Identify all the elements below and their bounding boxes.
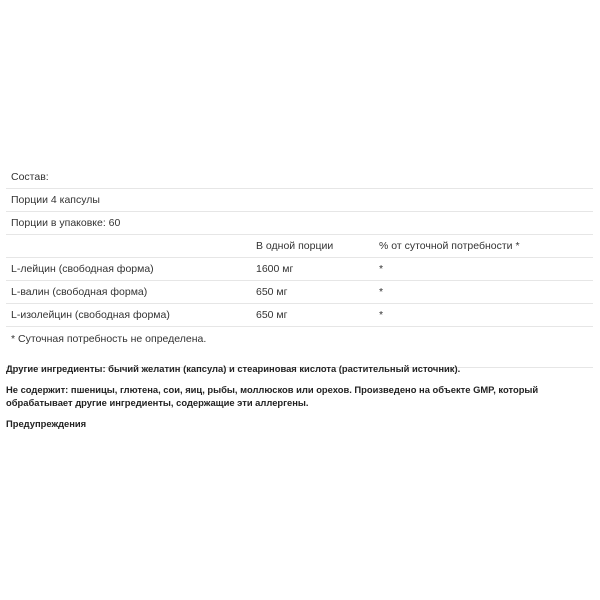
supplement-facts-table (6, 166, 593, 368)
ingredient-daily-value: * (374, 304, 593, 327)
ingredient-daily-value: * (374, 258, 593, 281)
ingredient-name: L-изолейцин (свободная форма) (6, 304, 251, 327)
other-ingredients: Другие ингредиенты: бычий желатин (капсула) и стеариновая кислота (растительный источник). (6, 363, 461, 374)
composition-title-row (6, 166, 593, 189)
ingredient-amount: 650 мг (251, 304, 374, 327)
allergen-statement: Не содержит: пшеницы, глютена, сои, яиц, рыбы, моллюсков или орехов. Произведено на объекте GMP, который обрабатывает другие ингредиенты, содержащие эти аллергены. (6, 384, 539, 408)
servings-per-container: Порции в упаковке: 60 (6, 212, 593, 235)
column-header-name (6, 235, 251, 258)
servings-per-container-row (6, 212, 593, 235)
composition-title: Состав: (6, 166, 593, 189)
table-row (6, 258, 593, 281)
daily-value-footnote: * Суточная потребность не определена. (6, 327, 593, 368)
ingredient-amount: 650 мг (251, 281, 374, 304)
table-header-row (6, 235, 593, 258)
ingredient-name: L-лейцин (свободная форма) (6, 258, 251, 281)
ingredient-daily-value: * (374, 281, 593, 304)
ingredient-amount: 1600 мг (251, 258, 374, 281)
column-header-per-serving: В одной порции (251, 235, 374, 258)
serving-size-row (6, 189, 593, 212)
product-notes (6, 362, 586, 438)
warnings-title: Предупреждения (6, 418, 87, 429)
table-row (6, 281, 593, 304)
serving-size: Порции 4 капсулы (6, 189, 593, 212)
ingredient-name: L-валин (свободная форма) (6, 281, 251, 304)
table-row (6, 304, 593, 327)
column-header-daily-value: % от суточной потребности * (374, 235, 593, 258)
